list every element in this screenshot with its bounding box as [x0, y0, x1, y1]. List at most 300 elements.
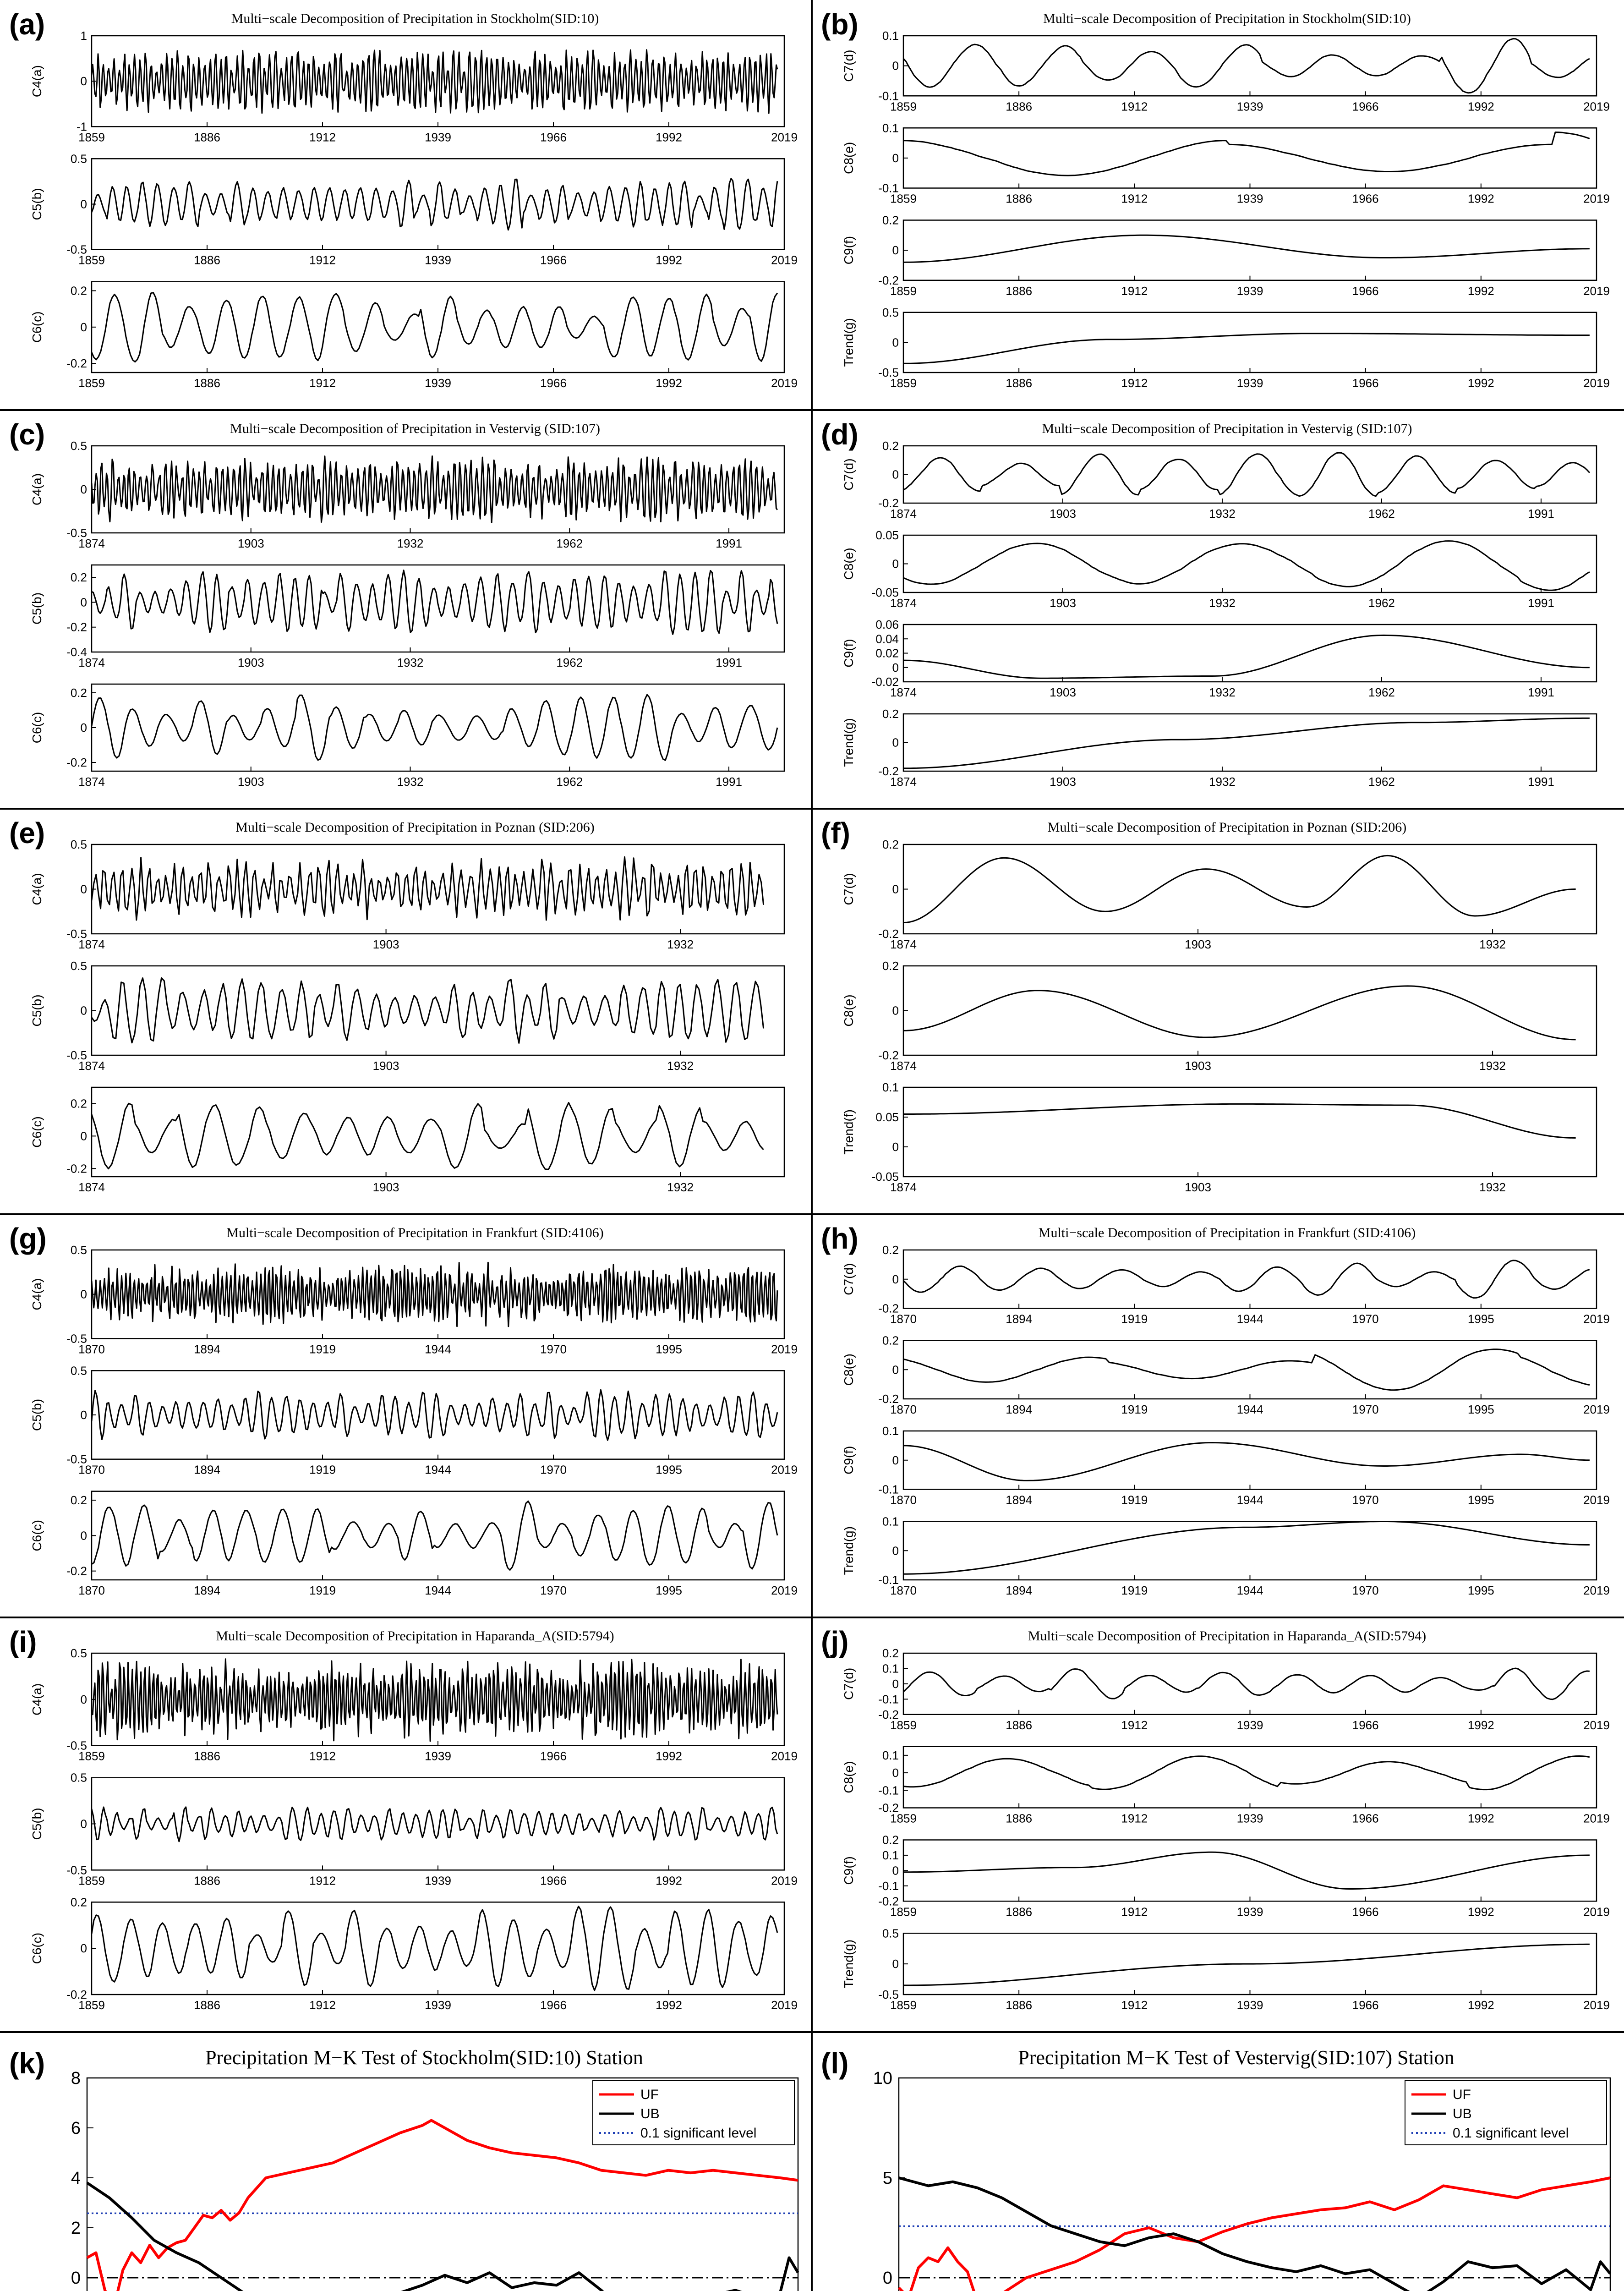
x-tick-label: 1995 [656, 1342, 682, 1356]
y-tick-label: 0.2 [70, 1895, 87, 1909]
y-tick-label: 0.2 [70, 1096, 87, 1111]
panel-letter: (l) [821, 2047, 849, 2080]
y-tick-label: -0.2 [878, 1301, 899, 1315]
x-tick-label: 1870 [890, 1493, 917, 1507]
panel-letter: (a) [9, 8, 45, 41]
y-tick-label: 0.2 [882, 1333, 899, 1348]
legend [593, 2081, 794, 2145]
y-tick-label: -0.1 [878, 1573, 899, 1587]
y-tick-label: -0.5 [878, 1988, 899, 2001]
x-tick-label: 2019 [771, 253, 798, 267]
y-tick-label: 0.2 [70, 686, 87, 700]
x-tick-label: 1903 [237, 775, 264, 789]
y-tick-label: 0.2 [882, 213, 899, 227]
y-tick-label: 0 [892, 335, 899, 350]
x-tick-label: 1932 [667, 937, 694, 951]
y-tick-label: 0 [892, 151, 899, 165]
y-axis-label: C5(b) [30, 592, 44, 625]
x-tick-label: 1919 [1121, 1403, 1148, 1416]
x-tick-label: 1966 [540, 376, 567, 390]
x-tick-label: 2019 [1583, 1403, 1610, 1416]
panel-letter: (g) [9, 1222, 47, 1255]
x-tick-label: 1919 [1121, 1584, 1148, 1597]
x-tick-label: 2019 [771, 1584, 798, 1597]
x-tick-label: 1894 [194, 1342, 220, 1356]
x-tick-label: 1932 [667, 1059, 694, 1073]
y-tick-label: 1 [80, 29, 87, 43]
y-tick-label: 0 [892, 735, 899, 750]
y-tick-label: -0.5 [66, 1863, 87, 1877]
y-tick-label: 0 [80, 1692, 87, 1706]
x-tick-label: 1912 [309, 1749, 336, 1763]
x-tick-label: 1932 [397, 775, 424, 789]
panel-title: Multi−scale Decomposition of Precipitation in Stockholm(SID:10) [231, 11, 599, 26]
x-tick-label: 1903 [1050, 596, 1076, 610]
x-tick-label: 1970 [540, 1463, 567, 1477]
x-tick-label: 1966 [1352, 99, 1379, 114]
y-tick-label: -0.2 [878, 927, 899, 941]
y-axis-label: C9(f) [842, 1856, 856, 1885]
x-tick-label: 2019 [1583, 1811, 1610, 1825]
y-tick-label: 0 [80, 721, 87, 734]
x-tick-label: 2019 [1583, 1905, 1610, 1919]
chart-title: Precipitation M−K Test of Vestervig(SID:107) Station [1018, 2046, 1454, 2069]
x-tick-label: 1939 [425, 130, 451, 144]
x-tick-label: 2019 [1583, 192, 1610, 206]
y-tick-label: 0.5 [70, 959, 87, 973]
x-tick-label: 1966 [1352, 192, 1379, 206]
x-tick-label: 1992 [656, 1749, 682, 1763]
x-tick-label: 1995 [1467, 1493, 1494, 1507]
y-tick-label: 0.2 [882, 1243, 899, 1257]
x-tick-label: 2019 [771, 1342, 798, 1356]
y-tick-label: 0 [80, 1817, 87, 1831]
x-tick-label: 1966 [540, 1998, 567, 2012]
y-tick-label: 0.5 [882, 1926, 899, 1940]
y-tick-label: -0.5 [66, 1452, 87, 1466]
y-axis-label: C4(a) [30, 65, 44, 98]
panel-letter: (f) [821, 817, 850, 850]
panel-title: Multi−scale Decomposition of Precipitation in Haparanda_A(SID:5794) [1028, 1628, 1427, 1644]
y-tick-label: -0.1 [878, 1692, 899, 1706]
x-tick-label: 1966 [540, 1874, 567, 1888]
y-axis-label: Trend(g) [842, 1526, 856, 1575]
y-tick-label: 0 [80, 882, 87, 896]
x-tick-label: 1874 [78, 656, 105, 669]
x-tick-label: 1992 [656, 376, 682, 390]
y-tick-label: -0.2 [878, 764, 899, 778]
x-tick-label: 1966 [540, 130, 567, 144]
legend [1405, 2081, 1607, 2145]
x-tick-label: 1944 [425, 1342, 451, 1356]
y-tick-label: 0 [892, 1544, 899, 1558]
x-tick-label: 1859 [890, 1811, 917, 1825]
x-tick-label: 1886 [1006, 99, 1033, 114]
x-tick-label: 1886 [1006, 1811, 1033, 1825]
x-tick-label: 1966 [540, 1749, 567, 1763]
y-tick-label: 0 [892, 1003, 899, 1018]
x-tick-label: 1859 [78, 253, 105, 267]
y-axis-label: C4(a) [30, 1683, 44, 1716]
y-tick-label: 0.2 [882, 838, 899, 851]
y-tick-label: 0 [80, 482, 87, 496]
x-tick-label: 1886 [194, 1749, 220, 1763]
x-tick-label: 1944 [1236, 1312, 1263, 1326]
x-tick-label: 1859 [890, 192, 917, 206]
x-tick-label: 1886 [194, 1998, 220, 2012]
y-axis-label: C9(f) [842, 1446, 856, 1474]
x-tick-label: 1992 [1467, 1811, 1494, 1825]
y-axis-label: C5(b) [30, 1808, 44, 1840]
y-tick-label: -0.5 [66, 242, 87, 257]
y-axis-label: C6(c) [30, 1932, 44, 1964]
x-tick-label: 1992 [1467, 99, 1494, 114]
y-tick-label: 0 [892, 660, 899, 674]
x-tick-label: 1944 [425, 1463, 451, 1477]
panel-letter: (h) [821, 1222, 858, 1255]
y-tick-label: 0 [80, 1003, 87, 1018]
y-tick-label: -0.05 [871, 586, 899, 599]
x-tick-label: 2019 [771, 1749, 798, 1763]
x-tick-label: 1992 [1467, 284, 1494, 298]
x-tick-label: 1912 [1121, 192, 1148, 206]
x-tick-label: 1939 [1236, 192, 1263, 206]
y-tick-label: 0 [80, 1408, 87, 1422]
panel-title: Multi−scale Decomposition of Precipitation in Vestervig (SID:107) [230, 421, 600, 436]
x-tick-label: 1874 [890, 775, 917, 789]
panel-title: Multi−scale Decomposition of Precipitation in Poznan (SID:206) [235, 820, 595, 835]
y-tick-label: -0.2 [66, 620, 87, 634]
x-tick-label: 2019 [771, 1463, 798, 1477]
y-tick-label: 8 [71, 2069, 81, 2088]
y-tick-label: 0.1 [882, 1661, 899, 1676]
panel-title: Multi−scale Decomposition of Precipitation in Stockholm(SID:10) [1043, 11, 1411, 26]
y-tick-label: 0 [892, 1677, 899, 1691]
y-tick-label: -0.2 [878, 1048, 899, 1062]
x-tick-label: 1992 [1467, 1905, 1494, 1919]
x-tick-label: 1874 [890, 1059, 917, 1073]
x-tick-label: 1874 [890, 507, 917, 521]
x-tick-label: 1870 [78, 1342, 105, 1356]
y-tick-label: 0 [80, 1529, 87, 1543]
panel-letter: (j) [821, 1625, 849, 1658]
x-tick-label: 1939 [1236, 1905, 1263, 1919]
y-tick-label: 0 [892, 557, 899, 571]
y-tick-label: 0.2 [70, 284, 87, 298]
x-tick-label: 1859 [78, 130, 105, 144]
x-tick-label: 1966 [1352, 376, 1379, 390]
x-tick-label: 1962 [1368, 596, 1395, 610]
x-tick-label: 1944 [1236, 1403, 1263, 1416]
x-tick-label: 1992 [656, 253, 682, 267]
panel-title: Multi−scale Decomposition of Precipitation in Haparanda_A(SID:5794) [216, 1628, 614, 1644]
x-tick-label: 1886 [1006, 192, 1033, 206]
y-tick-label: 6 [71, 2119, 81, 2138]
x-tick-label: 1894 [1006, 1403, 1033, 1416]
y-tick-label: 0.1 [882, 1848, 899, 1862]
y-axis-label: C6(c) [30, 311, 44, 343]
y-tick-label: 0 [892, 1453, 899, 1467]
x-tick-label: 1966 [1352, 1718, 1379, 1732]
x-tick-label: 1859 [890, 1998, 917, 2012]
x-tick-label: 1919 [309, 1342, 336, 1356]
x-tick-label: 1970 [540, 1584, 567, 1597]
x-tick-label: 1991 [1528, 596, 1554, 610]
y-tick-label: 0.5 [882, 305, 899, 319]
panel-title: Multi−scale Decomposition of Precipitation in Poznan (SID:206) [1047, 820, 1407, 835]
y-tick-label: -1 [76, 120, 87, 134]
x-tick-label: 2019 [1583, 1718, 1610, 1732]
x-tick-label: 1962 [1368, 507, 1395, 521]
x-tick-label: 1939 [425, 1874, 451, 1888]
y-axis-label: Trend(g) [842, 1939, 856, 1989]
x-tick-label: 2019 [771, 1998, 798, 2012]
legend-label: 0.1 significant level [1453, 2126, 1569, 2141]
x-tick-label: 1970 [540, 1342, 567, 1356]
x-tick-label: 1966 [1352, 1811, 1379, 1825]
y-axis-label: C9(f) [842, 236, 856, 265]
x-tick-label: 1859 [890, 99, 917, 114]
y-tick-label: 0.2 [882, 1833, 899, 1847]
x-tick-label: 1894 [194, 1584, 220, 1597]
x-tick-label: 1970 [1352, 1312, 1379, 1326]
y-tick-label: 0.1 [882, 1080, 899, 1094]
x-tick-label: 1919 [309, 1463, 336, 1477]
x-tick-label: 2019 [1583, 1998, 1610, 2012]
y-tick-label: 0.5 [70, 838, 87, 851]
y-axis-label: C6(c) [30, 1520, 44, 1551]
y-tick-label: -0.2 [66, 356, 87, 371]
x-tick-label: 1859 [890, 376, 917, 390]
y-axis-label: C4(a) [30, 1278, 44, 1310]
x-tick-label: 1932 [1479, 1059, 1506, 1073]
x-tick-label: 1870 [890, 1584, 917, 1597]
y-tick-label: 0.1 [882, 1424, 899, 1438]
x-tick-label: 1903 [237, 537, 264, 550]
y-axis-label: C6(c) [30, 712, 44, 744]
y-axis-label: C7(d) [842, 1263, 856, 1295]
y-tick-label: 0 [80, 197, 87, 211]
y-tick-label: -0.2 [66, 1162, 87, 1176]
x-tick-label: 1966 [540, 253, 567, 267]
x-tick-label: 1991 [716, 537, 742, 550]
y-axis-label: C8(e) [842, 1761, 856, 1793]
x-tick-label: 1939 [425, 376, 451, 390]
y-axis-label: C8(e) [842, 142, 856, 174]
x-tick-label: 1932 [1209, 596, 1236, 610]
x-tick-label: 1874 [890, 596, 917, 610]
y-tick-label: -0.1 [878, 1783, 899, 1798]
x-tick-label: 1903 [1050, 775, 1076, 789]
y-tick-label: -0.1 [878, 1482, 899, 1496]
y-axis-label: C4(a) [30, 473, 44, 506]
y-tick-label: 0 [892, 243, 899, 258]
x-tick-label: 1903 [1050, 507, 1076, 521]
x-tick-label: 1886 [1006, 1718, 1033, 1732]
x-tick-label: 1859 [78, 1998, 105, 2012]
x-tick-label: 1886 [194, 1874, 220, 1888]
y-axis-label: C6(c) [30, 1116, 44, 1148]
x-tick-label: 1944 [1236, 1584, 1263, 1597]
panel-letter: (d) [821, 418, 858, 451]
x-tick-label: 1939 [1236, 1998, 1263, 2012]
y-tick-label: 0.2 [882, 959, 899, 973]
x-tick-label: 1886 [194, 253, 220, 267]
legend-label: UF [1453, 2087, 1471, 2102]
x-tick-label: 1912 [1121, 284, 1148, 298]
y-tick-label: 0.05 [875, 528, 899, 542]
y-tick-label: -0.2 [878, 1707, 899, 1721]
x-tick-label: 1874 [78, 1180, 105, 1194]
y-tick-label: 0 [892, 1863, 899, 1878]
y-axis-label: C8(e) [842, 994, 856, 1027]
x-tick-label: 1859 [890, 284, 917, 298]
y-tick-label: -0.2 [878, 1801, 899, 1815]
y-tick-label: -0.1 [878, 89, 899, 103]
x-tick-label: 1874 [78, 537, 105, 550]
x-tick-label: 1939 [1236, 376, 1263, 390]
y-tick-label: 0.5 [70, 1243, 87, 1257]
y-tick-label: -0.5 [66, 1332, 87, 1346]
x-tick-label: 1992 [656, 1874, 682, 1888]
y-axis-label: Trend(g) [842, 718, 856, 767]
y-tick-label: -0.05 [871, 1170, 899, 1184]
x-tick-label: 1939 [1236, 1811, 1263, 1825]
x-tick-label: 1932 [397, 656, 424, 669]
x-tick-label: 2019 [1583, 1584, 1610, 1597]
y-tick-label: -0.1 [878, 181, 899, 195]
x-tick-label: 1966 [1352, 1905, 1379, 1919]
y-tick-label: -0.5 [878, 366, 899, 379]
x-tick-label: 1903 [237, 656, 264, 669]
x-tick-label: 1932 [397, 537, 424, 550]
y-tick-label: 0 [80, 595, 87, 609]
x-tick-label: 1874 [78, 1059, 105, 1073]
panel-title: Multi−scale Decomposition of Precipitation in Frankfurt (SID:4106) [226, 1225, 604, 1240]
y-tick-label: 0 [892, 1272, 899, 1286]
y-tick-label: 10 [873, 2069, 892, 2088]
y-tick-label: 0.2 [70, 1493, 87, 1507]
x-tick-label: 1932 [1209, 775, 1236, 789]
x-tick-label: 1970 [1352, 1493, 1379, 1507]
y-tick-label: -0.5 [66, 1048, 87, 1062]
y-tick-label: 0 [892, 1363, 899, 1377]
legend-label: UB [640, 2106, 660, 2121]
y-axis-label: C9(f) [842, 639, 856, 668]
y-tick-label: 0 [80, 1287, 87, 1301]
x-tick-label: 1886 [1006, 1905, 1033, 1919]
y-tick-label: 4 [71, 2169, 81, 2188]
x-tick-label: 2019 [1583, 284, 1610, 298]
y-axis-label: C5(b) [30, 188, 44, 220]
x-tick-label: 1995 [1467, 1312, 1494, 1326]
x-tick-label: 1992 [1467, 376, 1494, 390]
x-tick-label: 1912 [1121, 1998, 1148, 2012]
panel-title: Multi−scale Decomposition of Precipitation in Frankfurt (SID:4106) [1038, 1225, 1416, 1240]
chart-title: Precipitation M−K Test of Stockholm(SID:10) Station [205, 2046, 643, 2069]
y-tick-label: 0.5 [70, 439, 87, 453]
x-tick-label: 1919 [309, 1584, 336, 1597]
x-tick-label: 1886 [194, 130, 220, 144]
y-axis-label: C8(e) [842, 1354, 856, 1386]
x-tick-label: 1903 [1185, 1059, 1211, 1073]
x-tick-label: 1859 [890, 1718, 917, 1732]
y-tick-label: 0.2 [882, 439, 899, 453]
x-tick-label: 2019 [1583, 376, 1610, 390]
x-tick-label: 1966 [1352, 284, 1379, 298]
x-tick-label: 1995 [1467, 1403, 1494, 1416]
x-tick-label: 1886 [1006, 284, 1033, 298]
x-tick-label: 1932 [667, 1180, 694, 1194]
y-tick-label: -0.5 [66, 927, 87, 941]
x-tick-label: 1874 [890, 1180, 917, 1194]
x-tick-label: 1919 [1121, 1312, 1148, 1326]
y-tick-label: 0.5 [70, 1364, 87, 1378]
x-tick-label: 1894 [1006, 1584, 1033, 1597]
y-tick-label: 0 [892, 1766, 899, 1780]
y-tick-label: 0.1 [882, 1748, 899, 1762]
x-tick-label: 1912 [309, 376, 336, 390]
x-tick-label: 2019 [771, 130, 798, 144]
x-tick-label: 1886 [1006, 376, 1033, 390]
x-tick-label: 1912 [309, 1998, 336, 2012]
y-axis-label: C5(b) [30, 1398, 44, 1431]
x-tick-label: 1870 [78, 1584, 105, 1597]
panel-letter: (b) [821, 8, 858, 41]
y-tick-label: 0.2 [882, 707, 899, 721]
x-tick-label: 1870 [890, 1403, 917, 1416]
y-tick-label: 0.2 [882, 1646, 899, 1660]
x-tick-label: 1912 [309, 130, 336, 144]
x-tick-label: 1859 [78, 1749, 105, 1763]
y-tick-label: 0.04 [875, 632, 899, 646]
y-tick-label: 0.1 [882, 121, 899, 135]
y-tick-label: 0 [80, 1941, 87, 1956]
x-tick-label: 1991 [716, 775, 742, 789]
x-tick-label: 1859 [78, 1874, 105, 1888]
x-tick-label: 1912 [1121, 1811, 1148, 1825]
y-tick-label: 0 [892, 59, 899, 73]
x-tick-label: 1874 [890, 685, 917, 699]
y-tick-label: 0 [80, 320, 87, 334]
y-axis-label: Trend(g) [842, 318, 856, 367]
panel-letter: (k) [9, 2047, 45, 2080]
legend-label: 0.1 significant level [640, 2126, 757, 2141]
y-axis-label: C7(d) [842, 458, 856, 491]
x-tick-label: 1894 [1006, 1493, 1033, 1507]
x-tick-label: 1992 [1467, 1998, 1494, 2012]
x-tick-label: 1886 [194, 376, 220, 390]
x-tick-label: 1912 [1121, 1905, 1148, 1919]
y-tick-label: -0.2 [66, 1988, 87, 2001]
y-tick-label: 0 [892, 1140, 899, 1154]
y-tick-label: 0.5 [70, 1646, 87, 1660]
x-tick-label: 1991 [1528, 507, 1554, 521]
x-tick-label: 1991 [1528, 775, 1554, 789]
x-tick-label: 1944 [1236, 1493, 1263, 1507]
x-tick-label: 1870 [890, 1312, 917, 1326]
x-tick-label: 1919 [1121, 1493, 1148, 1507]
x-tick-label: 1939 [1236, 1718, 1263, 1732]
y-tick-label: 0 [80, 74, 87, 88]
x-tick-label: 1995 [656, 1463, 682, 1477]
x-tick-label: 1992 [1467, 192, 1494, 206]
y-tick-label: -0.2 [878, 1392, 899, 1406]
panel-title: Multi−scale Decomposition of Precipitation in Vestervig (SID:107) [1042, 421, 1412, 436]
y-tick-label: 0.2 [70, 570, 87, 585]
x-tick-label: 1970 [1352, 1584, 1379, 1597]
x-tick-label: 1912 [1121, 99, 1148, 114]
